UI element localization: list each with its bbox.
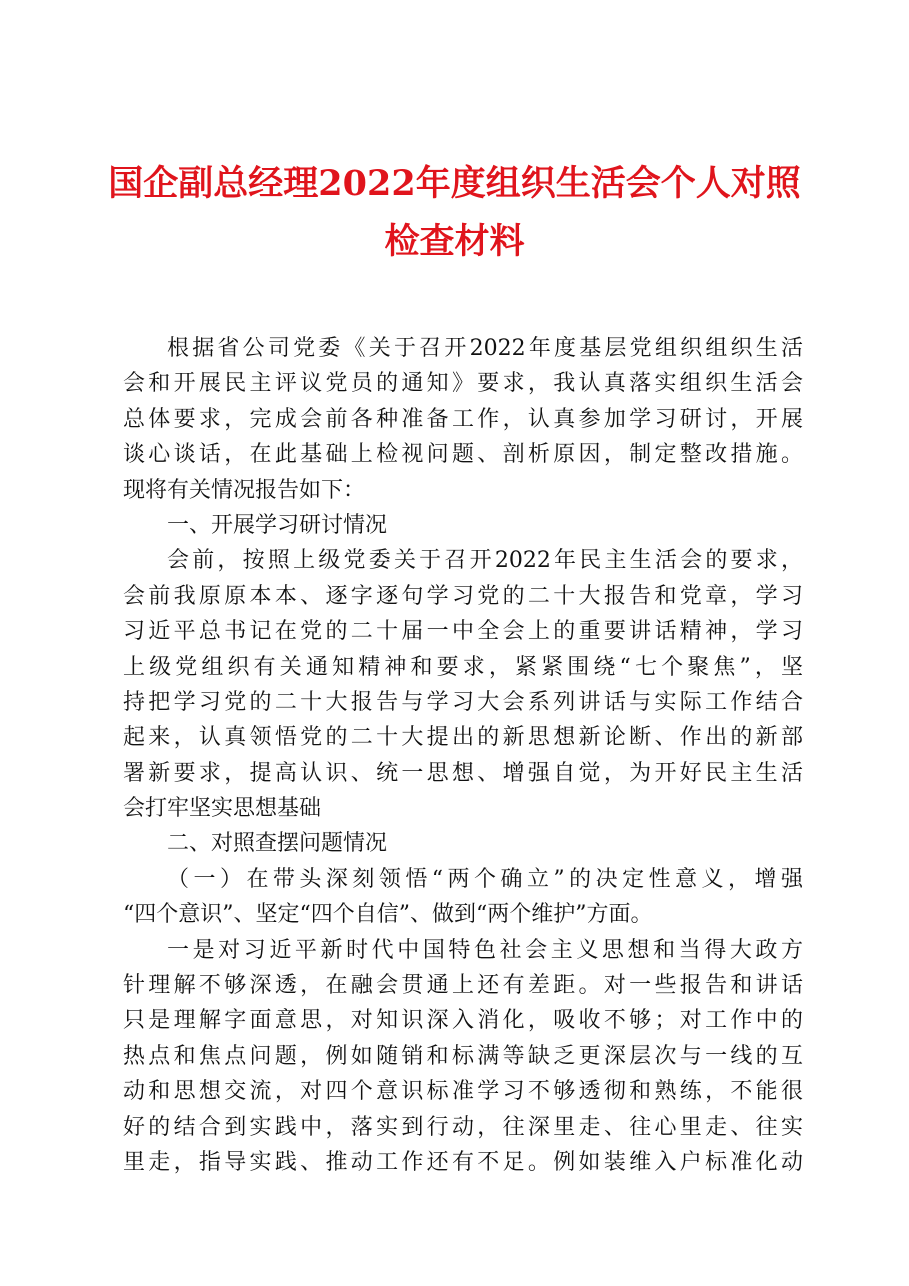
text-line: 针理解不够深透，在融会贯通上还有差距。对一些报告和讲话	[123, 973, 803, 999]
text-line: （一）在带头深刻领悟“两个确立”的决定性意义，增强	[167, 866, 803, 892]
text-line: 现将有关情况报告如下：	[123, 477, 366, 503]
text-line: 会和开展民主评议党员的通知》要求，我认真落实组织生活会	[123, 371, 803, 397]
text-line: 上级党组织有关通知精神和要求，紧紧围绕“七个聚焦”，坚	[123, 654, 803, 680]
text-line: “四个意识”、坚定“四个自信”、做到“两个维护”方面。	[123, 902, 653, 928]
text-line: 总体要求，完成会前各种准备工作，认真参加学习研讨，开展	[123, 406, 803, 432]
text-line: 一、开展学习研讨情况	[167, 512, 388, 538]
text-line: 只是理解字面意思，对知识深入消化，吸收不够；对工作中的	[123, 1008, 803, 1034]
document-body	[123, 331, 803, 1180]
text-line: 一是对习近平新时代中国特色社会主义思想和当得大政方	[167, 937, 803, 963]
text-line: 会前，按照上级党委关于召开2022年民主生活会的要求，	[167, 548, 803, 574]
text-line: 动和思想交流，对四个意识标准学习不够透彻和熟练，不能很	[123, 1079, 803, 1105]
text-line: 根据省公司党委《关于召开2022年度基层党组织组织生活	[167, 336, 803, 361]
text-line: 谈心谈话，在此基础上检视问题、剖析原因，制定整改措施。	[123, 442, 803, 468]
text-line: 习近平总书记在党的二十届一中全会上的重要讲话精神，学习	[123, 619, 803, 645]
text-line: 会前我原原本本、逐字逐句学习党的二十大报告和党章，学习	[123, 583, 803, 609]
text-line: 会打牢坚实思想基础	[123, 796, 322, 822]
document-title-line-2: 检查材料	[384, 221, 525, 262]
text-line: 里走，指导实践、推动工作还有不足。例如装维入户标准化动	[123, 1149, 803, 1175]
text-line: 署新要求，提高认识、统一思想、增强自觉，为开好民主生活	[123, 760, 803, 786]
document-title-line-1: 国企副总经理2022年度组织生活会个人对照	[108, 163, 801, 204]
text-line: 好的结合到实践中，落实到行动，往深里走、往心里走、往实	[123, 1114, 803, 1140]
text-line: 热点和焦点问题，例如随销和标满等缺乏更深层次与一线的互	[123, 1043, 803, 1069]
text-line: 二、对照查摆问题情况	[167, 831, 388, 857]
text-line: 持把学习党的二十大报告与学习大会系列讲话与实际工作结合	[123, 689, 803, 715]
text-line: 起来，认真领悟党的二十大提出的新思想新论断、作出的新部	[123, 725, 803, 751]
